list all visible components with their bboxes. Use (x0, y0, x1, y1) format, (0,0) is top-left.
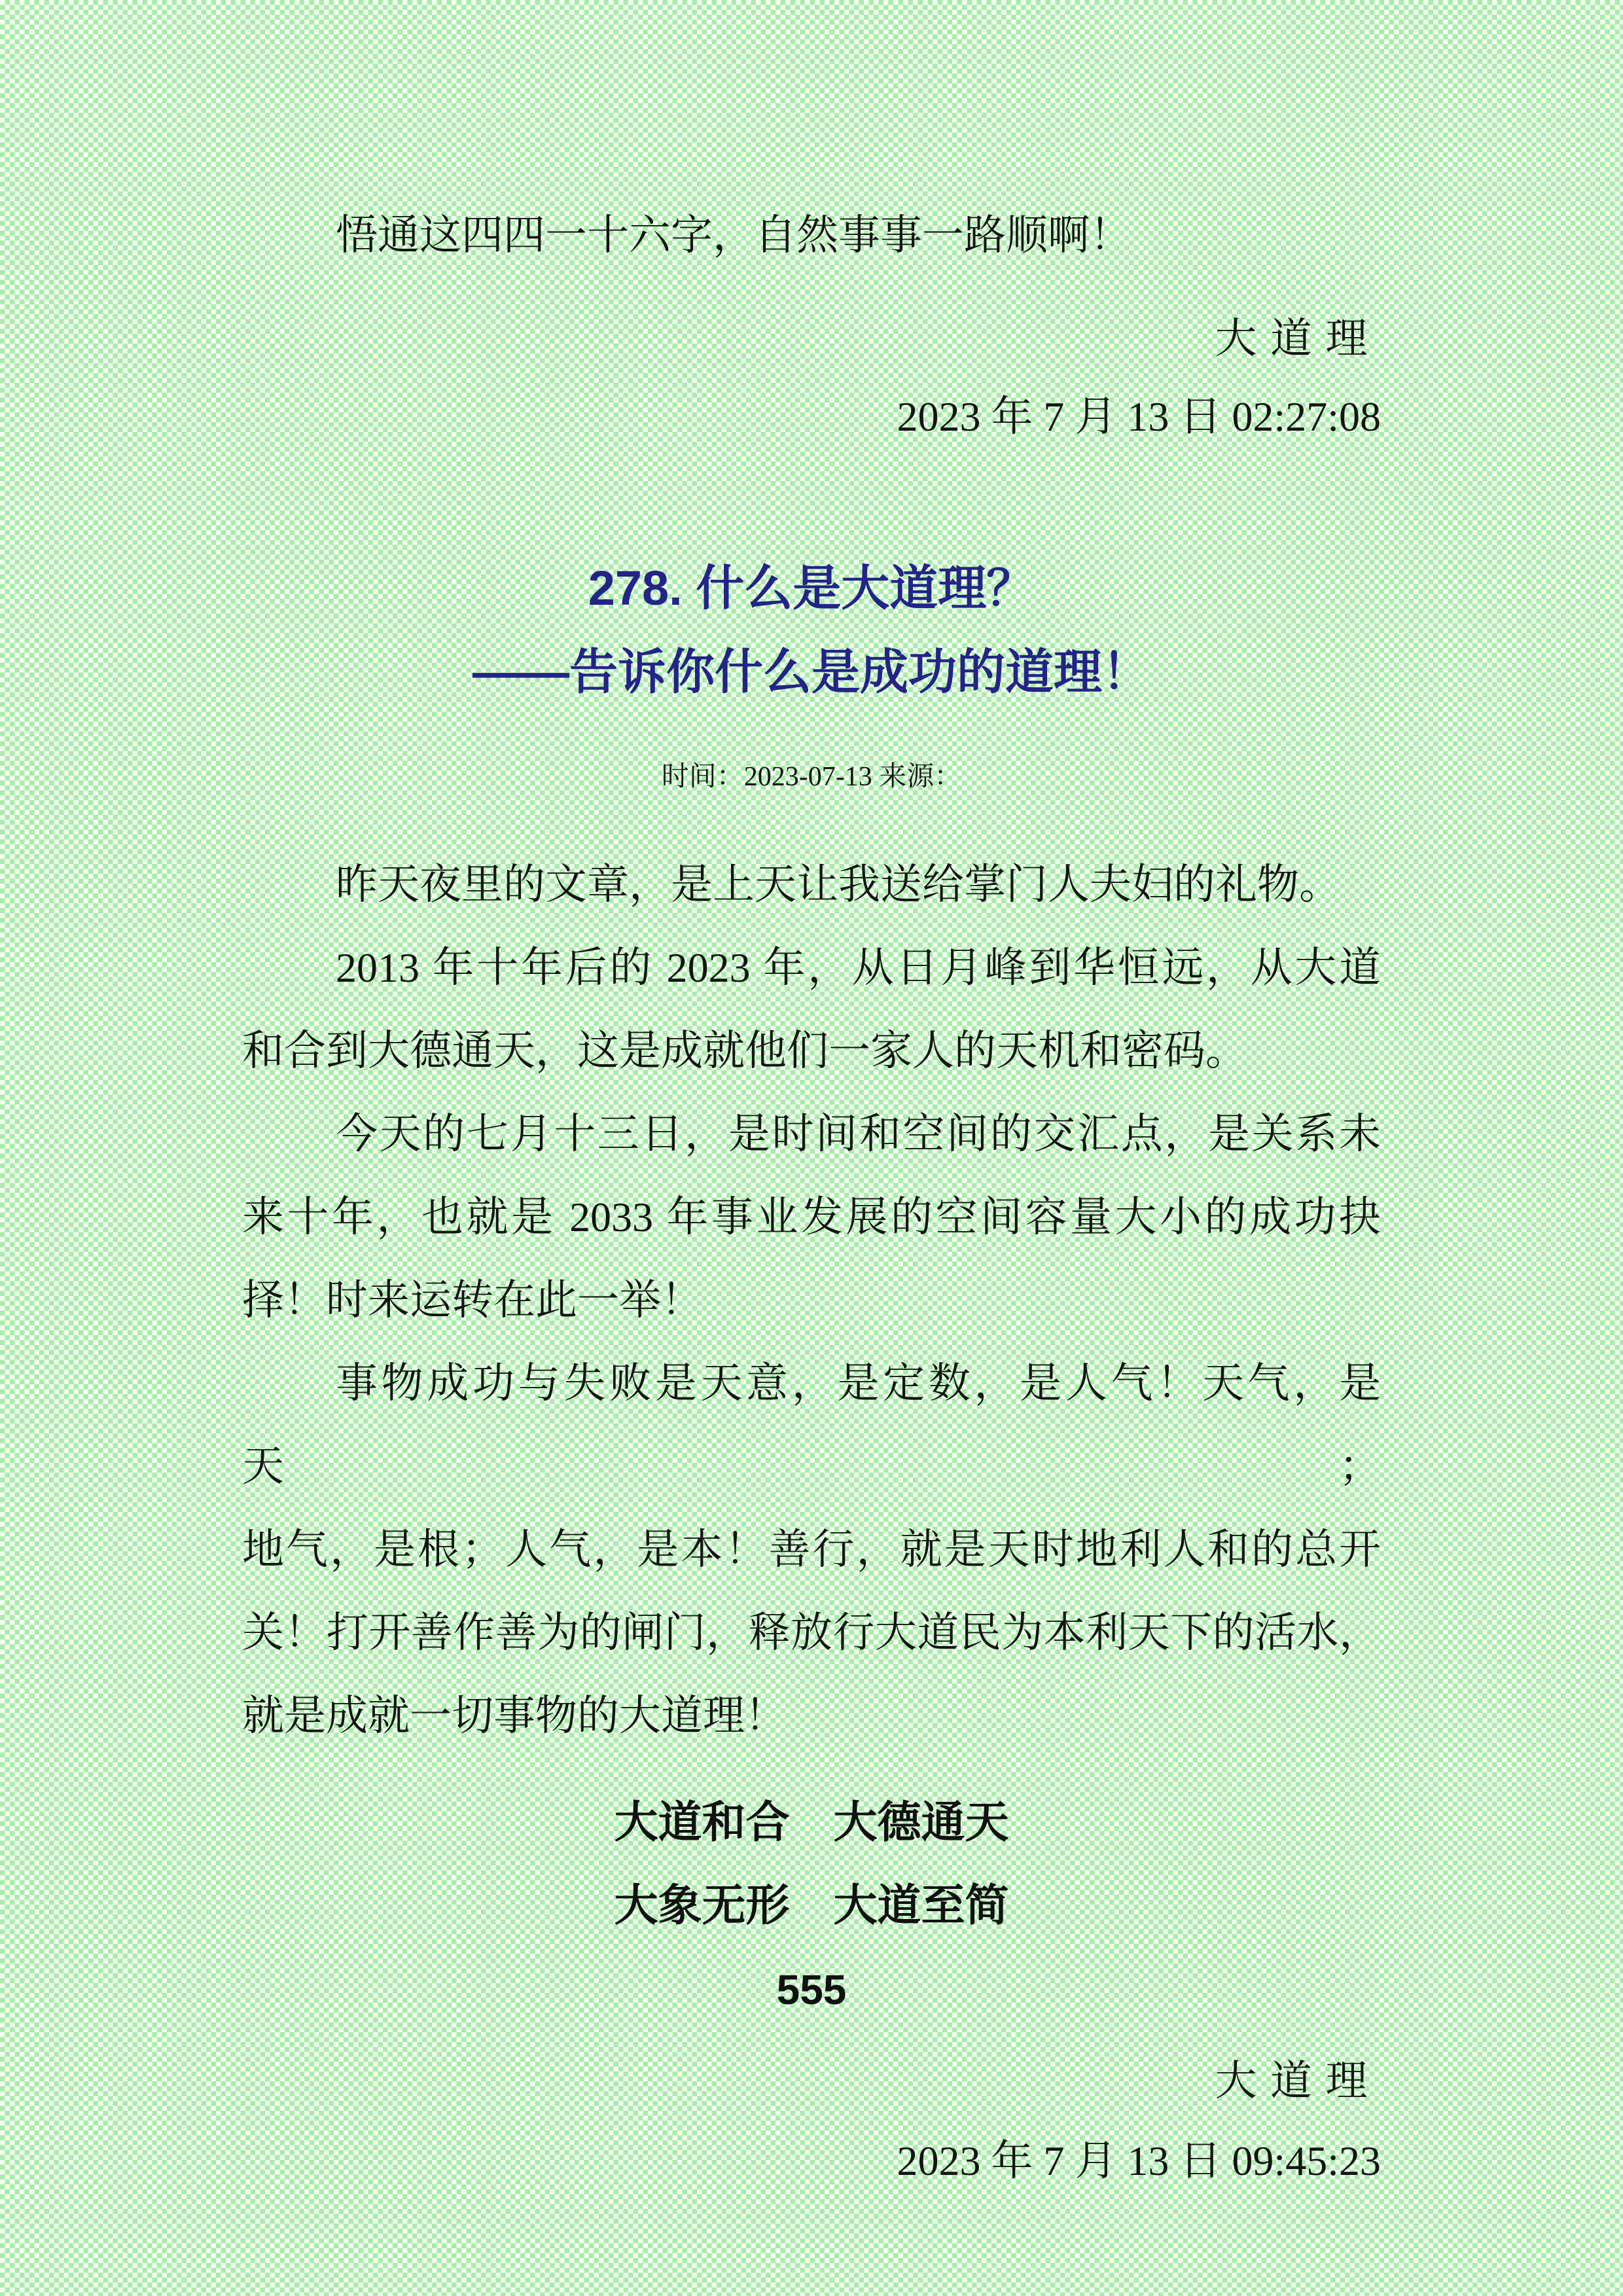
article-body (242, 843, 1381, 1757)
body-line: 地气，是根；人气，是本！善行，就是天时地利人和的总开 (242, 1526, 1381, 1573)
article-title-line1: 278. 什么是大道理？ (588, 561, 1035, 615)
body-line: 2013 年十年后的 2023 年，从日月峰到华恒远，从大道 (336, 944, 1381, 991)
couplet-line-1: 大道和合 大德通天 (614, 1799, 1009, 1847)
body-line: 就是成就一切事物的大道理！ (242, 1693, 787, 1739)
article-datetime: 2023 年 7 月 13 日 09:45:23 (897, 2138, 1381, 2184)
number-555: 555 (776, 1966, 847, 2013)
body-line: 昨天夜里的文章，是上天让我送给掌门人夫妇的礼物。 (336, 861, 1341, 908)
body-line: 择！时来运转在此一举！ (242, 1277, 703, 1323)
body-line: 今天的七月十三日，是时间和空间的交汇点，是关系未 (336, 1111, 1381, 1157)
intro-closing-line: 悟通这四四一十六字，自然事事一路顺啊！ (336, 212, 1132, 259)
couplet-line-2: 大象无形 大道至简 (614, 1882, 1009, 1930)
article-title-line2: ——告诉你什么是成功的道理！ (473, 645, 1150, 699)
body-line: 关！打开善作善为的闸门，释放行大道民为本利天下的活水， (242, 1609, 1381, 1656)
article-meta: 时间：2023-07-13 来源： (661, 762, 962, 792)
article-signature: 大道理 (1215, 2058, 1381, 2104)
intro-datetime: 2023 年 7 月 13 日 02:27:08 (897, 393, 1381, 440)
intro-signature: 大道理 (1215, 315, 1381, 362)
body-line: 来十年，也就是 2033 年事业发展的空间容量大小的成功抉 (242, 1194, 1381, 1240)
body-line: 事物成功与失败是天意，是定数，是人气！天气，是天； (242, 1360, 1381, 1490)
body-line: 和合到大德通天，这是成就他们一家人的天机和密码。 (242, 1028, 1247, 1074)
